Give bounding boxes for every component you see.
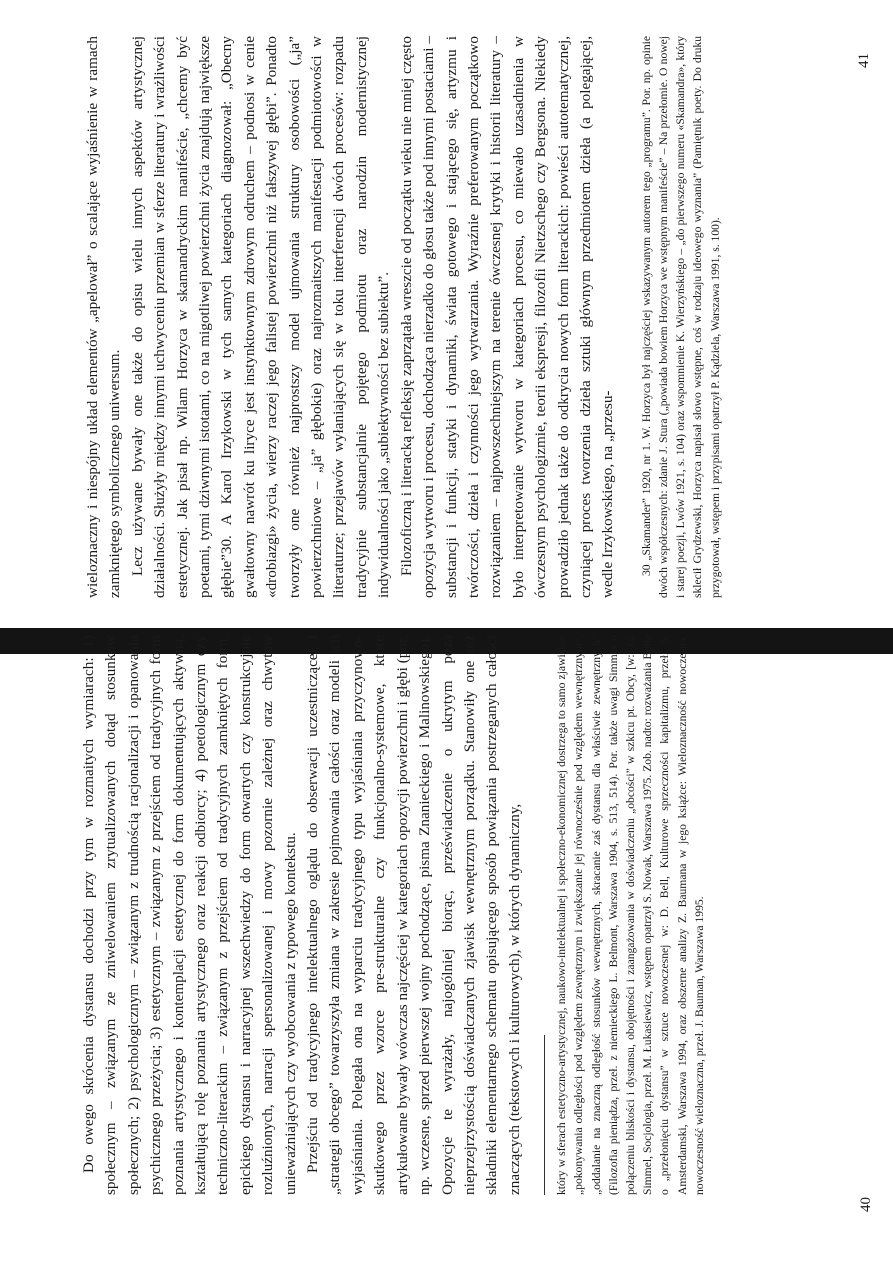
page-41-footnotes bbox=[638, 36, 724, 598]
footnote-30: 30 „Skamander” 1920, nr 1. W. Horzyca był najczęściej wskazywanym autorem tego „programu”. Por. np. opinie dwóch współczesnych: zdanie J. Stura („powiada bowiem Horzyca we wstępnym manifeście” – Na przełomie. O nowej i starej poezji, Lwów 1921, s. 104) oraz wspomnienie K. Wierzyńskiego – „do pierwszego numeru «Skamandra», który sklecił Grydzewski, Horzyca napisał słowo wstępne, coś w rodzaju ideowego wyznania” (Pamiętnik poety. Do druku przygotował, wstępem i przypisami opatrzył P. Kądziela, Warszawa 1991, s. 100). bbox=[639, 36, 722, 598]
paragraph: Filozoficzną i literacką refleksję zaprzątała wreszcie od początku wieku nie mniej często opozycja wytworu i procesu, dochodząca nierzadko do głosu także pod innymi postaciami – substancji i funkcji, statyki i dynamiki, świata gotowego i stającego się, artyzmu i twórczości, dzieła i czynności jego wytwarzania. Wyraźnie preferowanym początkowo rozwiązaniem – najpowszechniejszym na terenie ówczesnej krytyki i historii literatury – było interpretowanie wytworu w kategoriach procesu, co miewało uzasadnienia w ówczesnym psychologizmie, teorii ekspresji, filozofii Nietzschego czy Bergsona. Niekiedy prowadziło jednak także do odkrycia nowych form literackich: powieści autotematycznej, czyniącej proces tworzenia dzieła sztuki głównym przedmiotem dzieła (a polegającej, wedle Irzykowskiego, na „przesu- bbox=[397, 36, 617, 598]
page-40 bbox=[78, 635, 708, 1195]
paragraph: wieloznaczny i niespójny układ elementów „apelował” o scalające wyjaśnienie w ramach zamkniętego symbolicznego uniwersum. bbox=[84, 36, 124, 598]
footnote-continuation: który w sferach estetyczno-artystycznej, naukowo-intelektualnej i społeczno-ekonomicznej dostrzega to samo zjawisko: „pokonywania odległości pod względem zewnętrznym i zwiększanie jej równocześnie pod względem wewnętrznym”, „oddalanie na znaczną odległość stosunków wewnętrznych, skracanie zaś dystansu dla właściwie zewnętrznych” (Filozofia pieniądza, przeł. z niemieckiego L. Belmont, Warszawa 1904, s. 513, 514). Por. także uwagi Simmla o połączeniu bliskości i dystansu, obojętności i zaangażowania w doświadczeniu „obcości” w szkicu pt. Obcy, [w:] G. Simmel, Socjologia, przeł. M. Łukasiewicz, wstępem opatrzył S. Nowak, Warszawa 1975. Zob. nadto: rozważania Bella o „przełonięciu dystansu” w sztuce nowoczesnej w: D. Bell, Kulturowe sprzeczności kapitalizmu, przeł. S. Amsterdamski, Warszawa 1994, oraz obszerne analizy Z. Baumana w jego książce: Wieloznaczność nowoczesna, nowoczesność wieloznaczna, przeł. J. Bauman, Warszawa 1995. bbox=[555, 635, 706, 1195]
page-41-body bbox=[82, 36, 620, 598]
paragraph: Lecz używane bywały one także do opisu wielu innych aspektów artystycznej działalności. Służyły między innymi uchwyceniu przemian w sferze literatury i wrażliwości estetycznej. Jak pisał np. Wilam Horzyca w skamandryckim manifeście, „chcemy być poetami, tymi dziwnymi istotami, co na migotliwej powierzchni życia znajdują największe głębie”30. A Karol Irzykowski w tych samych kategoriach diagnozował: „Obecny gwałtowny nawrót ku liryce jest instynktownym zdrowym odruchem – podnosi w cenie «drobiazgi» życia, wierzy raczej jego falistej powierzchni niż fałszywej głębi”. Ponadto tworzyły one również najprostszy model ujmowania struktury osobowości („ja” powierzchniowe – „ja” głębokie) oraz najrozmaitszych manifestacji podmiotowości w literaturze; przejawów wyłaniających się w toku interferencji dwóch procesów: rozpadu tradycyjnie substancjalnie pojętego podmiotu oraz narodzin modernistycznej indywidualności jako „subiektywności bez subiektu”. bbox=[128, 36, 393, 598]
page-41 bbox=[82, 36, 724, 598]
paragraph: Przejściu od tradycyjnego intelektualnego oglądu do obserwacji uczestniczącej i „strategii obcego” towarzyszyła zmiana w zakresie pojmowania całości oraz modeli ich wyjaśniania. Polegała ona na wyparciu tradycyjnego typu wyjaśniania przyczynowo-skutkowego przez wzorce pre-strukturalne czy funkcjonalno-systemowe, które artykułowane bywały wówczas najczęściej w kategoriach opozycji powierzchni i głębi (por. np. wczesne, sprzed pierwszej wojny pochodzące, pisma Znanieckiego i Malinowskiego). Opozycje te wyrażały, najogólniej biorąc, przeświadczenie o ukrytym poza nieprzejrzystością doświadczanych zjawisk wewnętrznym porządku. Stanowiły one też składniki elementarnego schematu opisującego sposób powiązania postrzeganych całości znaczących (tekstowych i kulturowych), w których dynamiczny, bbox=[304, 635, 523, 1195]
footnote-separator bbox=[544, 1035, 545, 1195]
paragraph: Do owego skrócenia dystansu dochodzi przy tym w rozmaitych wymiarach: 1) społecznym – związanym ze zniwelowaniem zrytualizowanych dotąd stosunków społecznych; 2) psychologicznym – związanym z trudnością racjonalizacji i opanowania psychicznego przeżycia; 3) estetycznym – związanym z przejściem od tradycyjnych form poznania artystycznego i kontemplacji estetycznej do form dokumentujących aktywną, kształtującą rolę poznania artystycznego oraz reakcji odbiorcy; 4) poetologicznym czy techniczno-literackim – związanym z przejściem od tradycyjnych zamkniętych form, epickiego dystansu i narracyjnej wszechwiedzy do form otwartych czy konstrukcyjnie rozluźnionych, narracji spersonalizowanej i mowy pozornie zależnej oraz chwytów unieważniających czy wyobcowania z typowego kontekstu. bbox=[80, 635, 299, 1195]
page-number-41: 41 bbox=[856, 53, 872, 68]
page-40-footnotes bbox=[553, 635, 708, 1195]
page-40-body bbox=[78, 635, 526, 1195]
page-number-40: 40 bbox=[858, 1197, 874, 1212]
